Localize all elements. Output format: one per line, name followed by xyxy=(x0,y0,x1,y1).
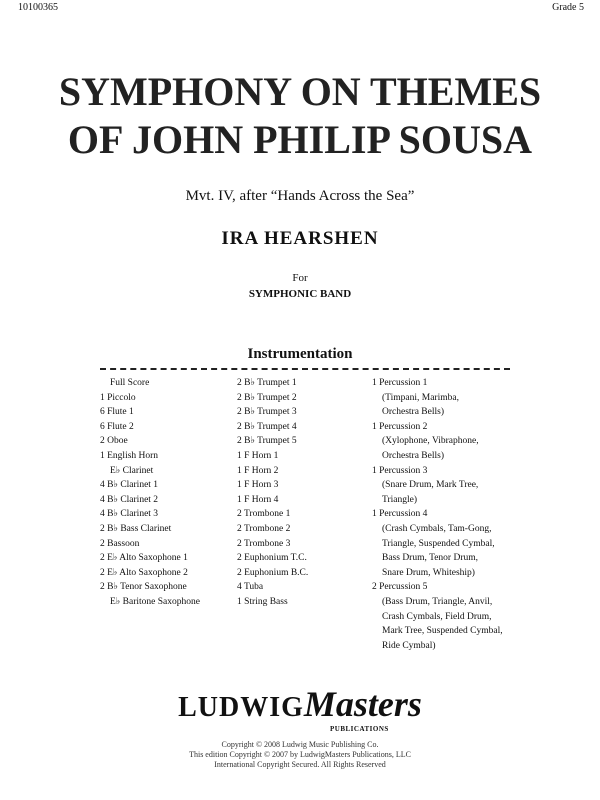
logo-publications: PUBLICATIONS xyxy=(330,725,389,733)
instrument-item: 1 English Horn xyxy=(100,450,159,461)
subtitle: Mvt. IV, after “Hands Across the Sea” xyxy=(185,188,415,204)
logo-masters: Masters xyxy=(303,684,422,724)
catalog-number: 10100365 xyxy=(18,2,58,13)
instrument-item: 2 Trombone 1 xyxy=(237,509,291,520)
instrument-item: 4 B♭ Clarinet 3 xyxy=(100,509,159,520)
instrument-item: 1 F Horn 3 xyxy=(237,480,279,491)
instrument-item: Orchestra Bells) xyxy=(382,450,444,461)
instrument-item: Bass Drum, Tenor Drum, xyxy=(382,553,478,564)
instrument-item: 1 String Bass xyxy=(237,596,288,607)
instrument-item: (Bass Drum, Triangle, Anvil, xyxy=(382,596,493,607)
instrument-column-2 xyxy=(237,376,308,610)
copyright-line: Copyright © 2008 Ludwig Music Publishing Co. xyxy=(221,740,379,749)
instrument-item: 1 F Horn 2 xyxy=(237,465,279,476)
instrument-item: (Timpani, Marimba, xyxy=(382,392,459,403)
instrument-item: 4 Tuba xyxy=(237,582,264,593)
divider xyxy=(100,368,510,370)
instrument-item: Orchestra Bells) xyxy=(382,407,444,418)
grade-level: Grade 5 xyxy=(552,2,584,13)
copyright-line: This edition Copyright © 2007 by LudwigMasters Publications, LLC xyxy=(189,750,411,759)
instrument-item: 1 Percussion 2 xyxy=(372,421,428,432)
instrument-item: Ride Cymbal) xyxy=(382,640,436,651)
instrument-item: E♭ Clarinet xyxy=(110,465,154,476)
instrument-item: Snare Drum, Whiteship) xyxy=(382,567,475,578)
instrument-item: 6 Flute 2 xyxy=(100,421,134,432)
ensemble: SYMPHONIC BAND xyxy=(248,288,352,300)
instrument-item: (Snare Drum, Mark Tree, xyxy=(382,480,479,491)
instrument-item: Full Score xyxy=(110,378,150,388)
instrument-item: 2 Percussion 5 xyxy=(372,582,428,593)
instrument-item: 2 Trombone 3 xyxy=(237,538,291,549)
instrument-item: 1 Percussion 1 xyxy=(372,378,428,388)
instrument-column-1 xyxy=(100,376,200,610)
instrument-item: 2 B♭ Trumpet 3 xyxy=(237,407,297,418)
instrument-item: 2 B♭ Tenor Saxophone xyxy=(100,582,187,593)
page-title xyxy=(0,68,600,164)
instrument-item: 4 B♭ Clarinet 2 xyxy=(100,494,159,505)
title-line-1: SYMPHONY ON THEMES xyxy=(58,69,542,114)
logo-ludwig: LUDWIG xyxy=(178,692,304,723)
instrument-item: 2 Oboe xyxy=(100,436,128,447)
instrument-column-3 xyxy=(372,376,503,653)
instrument-item: 2 E♭ Alto Saxophone 2 xyxy=(100,567,188,578)
copyright-notice xyxy=(0,740,600,770)
instrument-item: 1 F Horn 4 xyxy=(237,494,279,505)
instrument-item: 2 B♭ Bass Clarinet xyxy=(100,523,172,534)
instrument-item: 1 Percussion 3 xyxy=(372,465,428,476)
instrument-item: 1 Piccolo xyxy=(100,392,136,403)
instrument-item: 2 Trombone 2 xyxy=(237,523,291,534)
instrument-item: (Xylophone, Vibraphone, xyxy=(382,436,479,447)
instrument-item: 2 B♭ Trumpet 2 xyxy=(237,392,297,403)
copyright-line: International Copyright Secured. All Rights Reserved xyxy=(214,760,386,769)
instrument-item: E♭ Baritone Saxophone xyxy=(110,596,200,607)
instrument-item: (Crash Cymbals, Tam-Gong, xyxy=(382,523,492,534)
instrument-item: 1 F Horn 1 xyxy=(237,450,279,461)
instrument-item: Crash Cymbals, Field Drum, xyxy=(382,611,492,622)
instrument-item: 6 Flute 1 xyxy=(100,407,134,418)
instrument-item: 2 B♭ Trumpet 1 xyxy=(237,378,297,388)
instrument-item: Triangle) xyxy=(382,494,418,505)
instrument-item: 2 E♭ Alto Saxophone 1 xyxy=(100,553,188,564)
composer: IRA HEARSHEN xyxy=(221,228,379,249)
instrument-item: 2 B♭ Trumpet 4 xyxy=(237,421,297,432)
instrument-item: Mark Tree, Suspended Cymbal, xyxy=(382,626,503,637)
instrument-item: 2 Euphonium T.C. xyxy=(237,553,307,564)
for-label: For xyxy=(292,272,308,284)
publisher-logo xyxy=(0,684,600,724)
instrument-item: Triangle, Suspended Cymbal, xyxy=(382,538,495,549)
title-line-2: OF JOHN PHILIP SOUSA xyxy=(67,117,533,162)
instrument-item: 1 Percussion 4 xyxy=(372,509,428,520)
instrument-item: 2 Euphonium B.C. xyxy=(237,567,309,578)
instrument-item: 4 B♭ Clarinet 1 xyxy=(100,480,159,491)
instrument-item: 2 Bassoon xyxy=(100,538,140,549)
instrument-item: 2 B♭ Trumpet 5 xyxy=(237,436,297,447)
instrumentation-heading: Instrumentation xyxy=(247,346,353,362)
